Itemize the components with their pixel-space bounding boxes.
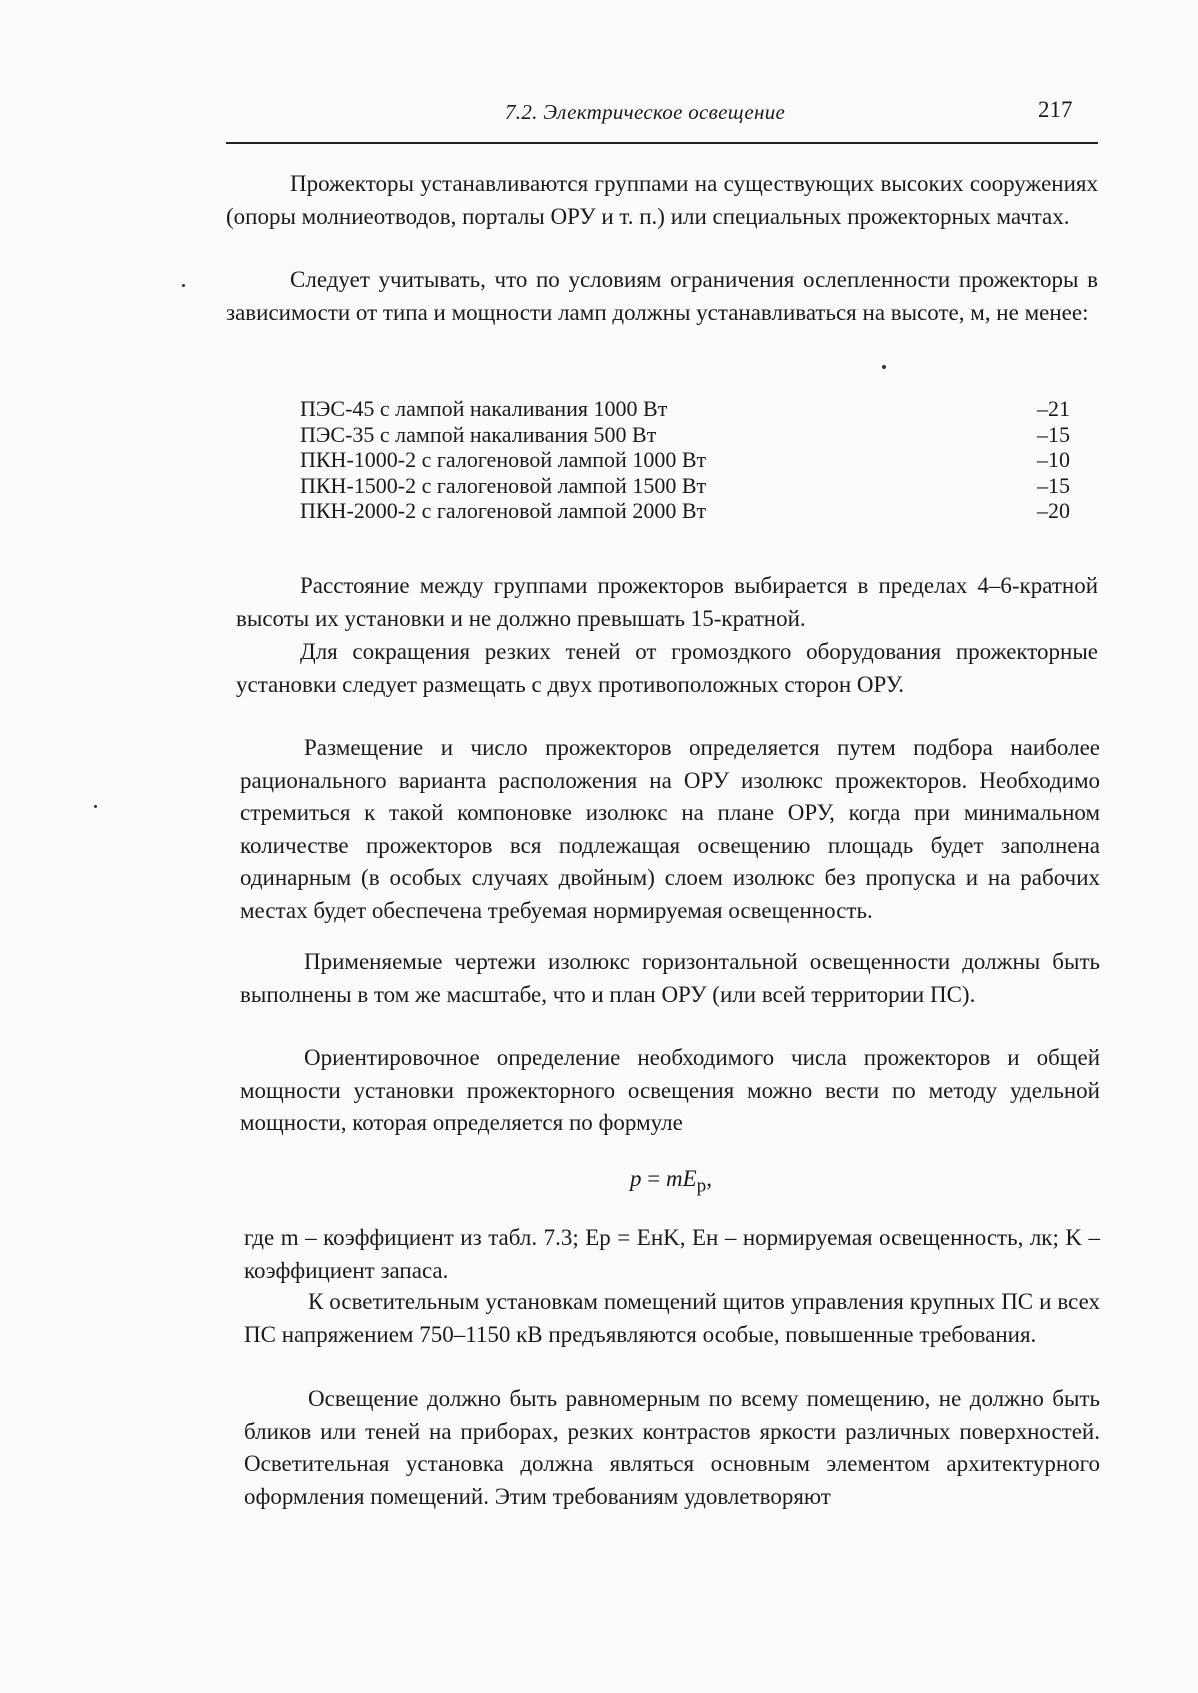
paragraph-4: Для сокращения резких теней от громоздкого оборудования прожекторные установки следует размещать с двух противоположных сторон ОРУ. (236, 639, 1098, 697)
page-number: 217 (1038, 97, 1073, 122)
formula-tail: , (706, 1166, 712, 1191)
list-item (300, 473, 1070, 499)
running-head: 7.2. Электрическое освещение (505, 100, 786, 124)
paragraph-8: где m – коэффициент из табл. 7.3; Eр = EнK, Eн – нормируемая освещенность, лк; K – коэффициент запаса. (244, 1225, 1100, 1283)
list-item (300, 422, 1070, 448)
formula (630, 1166, 712, 1198)
list-item-label: ПКН-2000-2 с галогеновой лампой 2000 Вт (300, 498, 707, 523)
projector-height-list (300, 396, 1070, 524)
paragraph-1: Прожекторы устанавливаются группами на существующих высоких сооружениях (опоры молниеотводов, порталы ОРУ и т. п.) или специальных прожекторных мачтах. (226, 171, 1098, 229)
list-item-value: –15 (1037, 421, 1070, 447)
list-item (300, 498, 1070, 524)
formula-rhs: mE (665, 1166, 697, 1191)
paragraph-5: Размещение и число прожекторов определяется путем подбора наиболее рационального варианта расположения на ОРУ изолюкс прожекторов. Необходимо стремиться к такой компоновке изолюкс на плане ОРУ, когда при минимальном количестве прожекторов вся подлежащая освещению площадь будет заполнена одинарным (в особых случаях двойным) слоем изолюкс без пропуска и на рабочих местах будет обеспечена требуемая нормируемая освещенность. (240, 735, 1100, 923)
paragraph-7: Ориентировочное определение необходимого числа прожекторов и общей мощности установки прожекторного освещения можно вести по методу удельной мощности, которая определяется по формуле (240, 1045, 1100, 1135)
paragraph-9: К осветительным установкам помещений щитов управления крупных ПС и всех ПС напряжением 750–1150 кВ предъявляются особые, повышенные требования. (244, 1289, 1100, 1347)
list-item-value: –20 (1037, 498, 1070, 523)
list-item (300, 396, 1070, 422)
scan-speck (94, 805, 97, 808)
paragraph-10: Освещение должно быть равномерным по всему помещению, не должно быть бликов или теней на приборах, резких контрастов яркости различных поверхностей. Осветительная установка должна являться основным элементом архитектурного оформления помещений. Этим требованиям удовлетворяют (244, 1386, 1100, 1509)
list-item-label: ПЭС-45 с лампой накаливания 1000 Вт (300, 396, 668, 421)
list-item-label: ПКН-1000-2 с галогеновой лампой 1000 Вт (300, 447, 707, 472)
formula-lhs: p (630, 1166, 642, 1191)
formula-eq: = (641, 1166, 666, 1191)
paragraph-6: Применяемые чертежи изолюкс горизонтальной освещенности должны быть выполнены в том же масштабе, что и план ОРУ (или всей территории ПС). (240, 949, 1100, 1007)
list-item-value: –15 (1037, 472, 1070, 498)
list-item-label: ПЭС-35 с лампой накаливания 500 Вт (300, 421, 657, 447)
paragraph-2: Следует учитывать, что по условиям ограничения ослепленности прожекторы в зависимости от типа и мощности ламп должны устанавливаться на высоте, м, не менее: (226, 267, 1098, 325)
scan-speck (182, 284, 185, 287)
header-rule (226, 142, 1098, 144)
list-item (300, 447, 1070, 473)
paragraph-3: Расстояние между группами прожекторов выбирается в пределах 4–6-кратной высоты их установки и не должно превышать 15-кратной. (236, 573, 1098, 631)
scan-speck (882, 365, 886, 369)
formula-subscript: р (696, 1175, 707, 1197)
list-item-label: ПКН-1500-2 с галогеновой лампой 1500 Вт (300, 472, 707, 498)
list-item-value: –21 (1037, 396, 1070, 421)
list-item-value: –10 (1037, 447, 1070, 472)
